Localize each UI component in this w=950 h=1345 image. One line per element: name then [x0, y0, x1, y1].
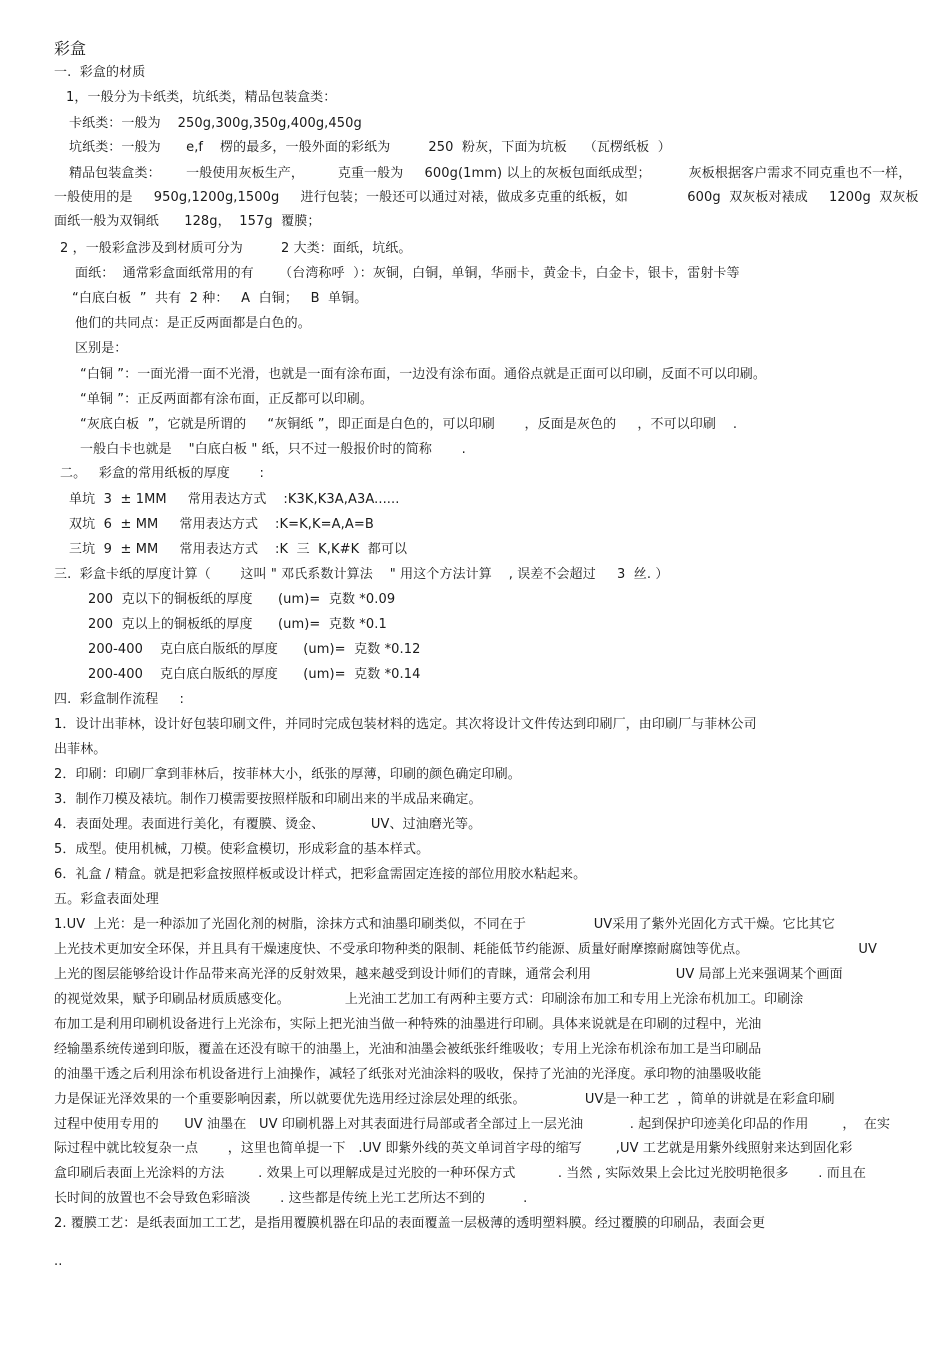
page-end-marker: .. — [54, 1254, 63, 1269]
paragraph-line: 卡纸类：一般为 250g,300g,350g,400g,450g — [69, 116, 362, 131]
section-heading-4: 四. 彩盒制作流程 : — [54, 692, 185, 707]
paragraph-line: 经输墨系统传递到印版，覆盖在还没有晾干的油墨上，光油和油墨会被纸张纤维吸收；专用上光涂布机涂布加工是当印刷品 — [54, 1042, 762, 1057]
paragraph-line: 单坑 3 ± 1MM 常用表达方式 :K3K,K3A,A3A...... — [69, 492, 400, 507]
paragraph-line: 布加工是利用印刷机设备进行上光涂布，实际上把光油当做一种特殊的油墨进行印刷。具体来说就是在印刷的过程中，光油 — [54, 1017, 762, 1032]
paragraph-line: 一般使用的是 950g,1200g,1500g 进行包装；一般还可以通过对裱，做成多克重的纸板，如 600g 双灰板对裱成 1200g 双灰板 — [54, 190, 919, 205]
paragraph-line: 3．制作刀模及裱坑。制作刀模需要按照样版和印刷出来的半成品来确定。 — [54, 792, 482, 807]
paragraph-line: 1．设计出菲林，设计好包装印刷文件，并同时完成包装材料的选定。其次将设计文件传达到印刷厂，由印刷厂与菲林公司 — [54, 717, 757, 732]
paragraph-line: 精品包装盒类： 一般使用灰板生产， 克重一般为 600g(1mm) 以上的灰板包面纸成型； 灰板根据客户需求不同克重也不一样， — [69, 166, 912, 181]
section-heading-3: 三. 彩盒卡纸的厚度计算（ 这叫 " 邓氏系数计算法 " 用这个方法计算 , 误差不会超过 3 丝. ） — [54, 567, 669, 582]
section-heading-1: 一. 彩盒的材质 — [54, 65, 146, 80]
paragraph-line: 200-400 克白底白版纸的厚度 (um)= 克数 *0.12 — [88, 642, 421, 657]
section-heading-5: 五。彩盒表面处理 — [54, 892, 159, 907]
paragraph-line: 的油墨干透之后利用涂布机设备进行上油操作，减轻了纸张对光油涂料的吸收，保持了光油的光泽度。承印物的油墨吸收能 — [54, 1067, 762, 1082]
paragraph-line: 2．印刷：印刷厂拿到菲林后，按菲林大小，纸张的厚薄，印刷的颜色确定印刷。 — [54, 767, 521, 782]
paragraph-line: “白底白板 ” 共有 2 种： A 白铜； B 单铜。 — [72, 291, 368, 306]
paragraph-line: “白铜 ”：一面光滑一面不光滑，也就是一面有涂布面，一边没有涂布面。通俗点就是正面可以印刷，反面不可以印刷。 — [80, 367, 767, 382]
paragraph-line: 际过程中就比较复杂一点 ，这里也简单提一下 .UV 即紫外线的英文单词首字母的缩写 ,UV 工艺就是用紫外线照射来达到固化彩 — [54, 1141, 853, 1156]
paragraph-line: 5．成型。使用机械，刀模。使彩盒模切，形成彩盒的基本样式。 — [54, 842, 430, 857]
paragraph-line: 面纸一般为双铜纸 128g， 157g 覆膜； — [54, 214, 321, 229]
paragraph-line: 出菲林。 — [54, 742, 107, 757]
paragraph-line: 一般白卡也就是 "白底白板 " 纸，只不过一般报价时的简称 . — [80, 442, 466, 457]
paragraph-line: 区别是： — [75, 341, 128, 356]
paragraph-line: 4．表面处理。表面进行美化，有覆膜、烫金、 UV、过油磨光等。 — [54, 817, 482, 832]
paragraph-line: 他们的共同点：是正反两面都是白色的。 — [75, 316, 311, 331]
paragraph-line: 1，一般分为卡纸类，坑纸类，精品包装盒类： — [66, 90, 337, 105]
document-title: 彩盒 — [54, 39, 87, 58]
paragraph-line: 三坑 9 ± MM 常用表达方式 :K 三 K,K#K 都可以 — [69, 542, 408, 557]
paragraph-line: 1.UV 上光：是一种添加了光固化剂的树脂，涂抹方式和油墨印刷类似，不同在于 UV采用了紫外光固化方式干燥。它比其它 — [54, 917, 836, 932]
paragraph-line: 上光的图层能够给设计作品带来高光泽的反射效果，越来越受到设计师们的青睐，通常会利用 UV 局部上光来强调某个画面 — [54, 967, 843, 982]
paragraph-line: 盒印刷后表面上光涂料的方法 . 效果上可以理解成是过光胶的一种环保方式 . 当然 , 实际效果上会比过光胶明艳很多 . 而且在 — [54, 1166, 866, 1181]
paragraph-line: 200 克以下的铜板纸的厚度 (um)= 克数 *0.09 — [88, 592, 396, 607]
paragraph-line: 200 克以上的铜板纸的厚度 (um)= 克数 *0.1 — [88, 617, 387, 632]
paragraph-line: “单铜 ”：正反两面都有涂布面，正反都可以印刷。 — [80, 392, 374, 407]
paragraph-line: 2. 覆膜工艺：是纸表面加工工艺，是指用覆膜机器在印品的表面覆盖一层极薄的透明塑料膜。经过覆膜的印刷品，表面会更 — [54, 1216, 766, 1231]
paragraph-line: 过程中使用专用的 UV 油墨在 UV 印刷机器上对其表面进行局部或者全部过上一层光油 . 起到保护印迹美化印品的作用 ， 在实 — [54, 1117, 891, 1132]
paragraph-line: 长时间的放置也不会导致色彩暗淡 . 这些都是传统上光工艺所达不到的 . — [54, 1191, 528, 1206]
paragraph-line: 6．礼盒 / 精盒。就是把彩盒按照样板或设计样式，把彩盒需固定连接的部位用胶水粘起来。 — [54, 867, 587, 882]
paragraph-line: 的视觉效果，赋予印刷品材质质感变化。 上光油工艺加工有两种主要方式：印刷涂布加工和专用上光涂布机加工。印刷涂 — [54, 992, 804, 1007]
paragraph-line: 双坑 6 ± MM 常用表达方式 :K=K,K=A,A=B — [69, 517, 374, 532]
paragraph-line: “灰底白板 ”，它就是所谓的 “灰铜纸 ”，即正面是白色的，可以印刷 ，反面是灰色的 ，不可以印刷 . — [80, 417, 738, 432]
paragraph-line: 坑纸类：一般为 e,f 楞的最多，一般外面的彩纸为 250 粉灰，下面为坑板 （瓦楞纸板 ） — [69, 140, 671, 155]
paragraph-line: 200-400 克白底白版纸的厚度 (um)= 克数 *0.14 — [88, 667, 421, 682]
paragraph-line: 力是保证光泽效果的一个重要影响因素，所以就要优先选用经过涂层处理的纸张。 UV是一种工艺 ，简单的讲就是在彩盒印刷 — [54, 1092, 835, 1107]
paragraph-line: 上光技术更加安全环保，并且具有干燥速度快、不受承印物种类的限制、耗能低节约能源、质量好耐摩擦耐腐蚀等优点。 UV — [54, 942, 877, 957]
paragraph-line: 面纸： 通常彩盒面纸常用的有 （台湾称呼 ）：灰铜，白铜，单铜，华丽卡，黄金卡，白金卡，银卡，雷射卡等 — [75, 266, 740, 281]
paragraph-line: 2 ，一般彩盒涉及到材质可分为 2 大类：面纸，坑纸。 — [60, 241, 412, 256]
section-heading-2: 二。 彩盒的常用纸板的厚度 : — [60, 466, 265, 481]
